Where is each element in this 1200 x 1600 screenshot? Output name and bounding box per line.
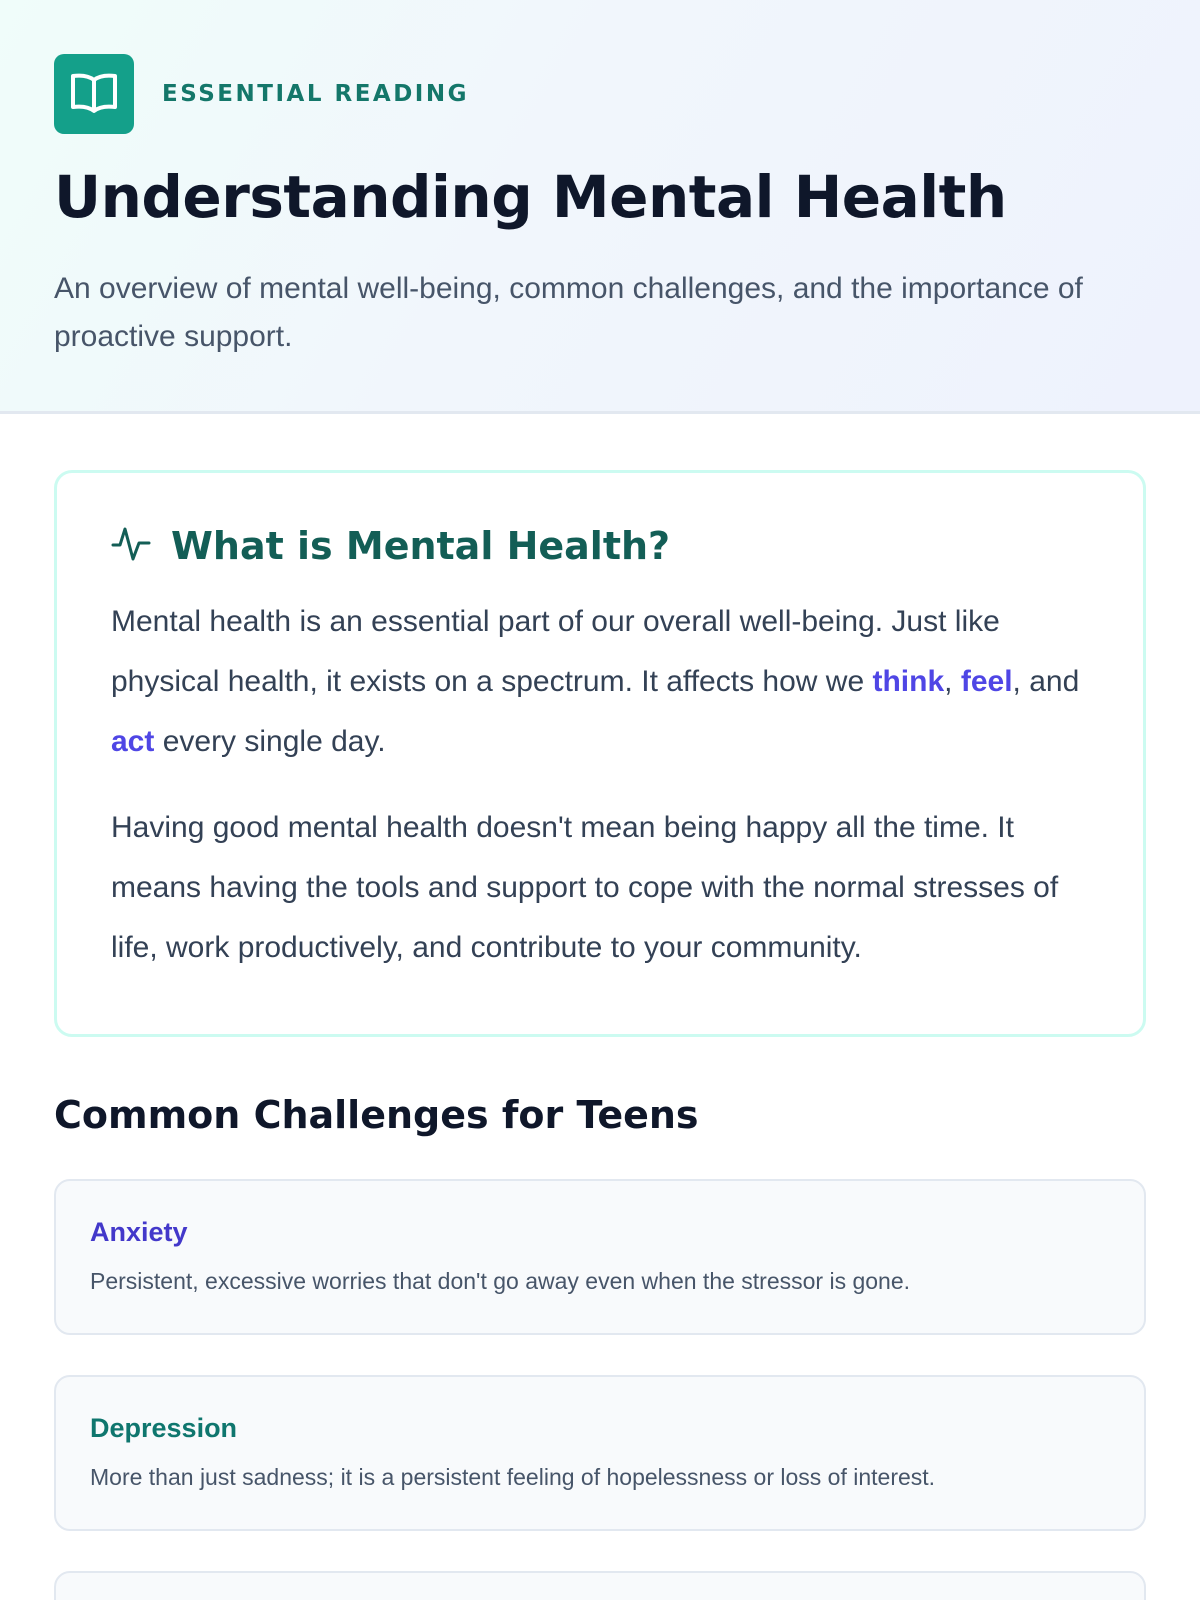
intro-p1-text: Mental health is an essential part of our overall well-being. Just like physical health, it exists on a spectrum. It affects how we [111,605,1000,698]
keyword-act: act [111,725,155,758]
page-title: Understanding Mental Health [54,163,1007,231]
challenge-description: More than just sadness; it is a persistent feeling of hopelessness or loss of interest. [90,1464,936,1490]
challenge-description: Persistent, excessive worries that don't go away even when the stressor is gone. [90,1268,911,1294]
challenge-title: Anxiety [90,1217,188,1247]
intro-paragraph-2: Having good mental health doesn't mean being happy all the time. It means having the tools and support to cope with the normal stresses of life, work productively, and contribute to your community. [111,811,1059,964]
challenge-title: Depression [90,1413,238,1443]
eyebrow-label: ESSENTIAL READING [162,81,469,107]
intro-heading: What is Mental Health? [171,523,671,568]
keyword-think: think [872,665,945,698]
keyword-feel: feel [960,665,1013,698]
challenge-card-partial [54,1571,1146,1600]
pulse-icon [111,523,151,568]
challenge-list [54,1179,1146,1600]
main-content [0,414,1200,1600]
intro-p1-sep2: , and [1012,665,1080,698]
challenge-card-depression [54,1375,1146,1531]
intro-paragraph-1 [111,592,1089,772]
challenge-card-anxiety [54,1179,1146,1335]
intro-heading-row [111,523,1089,568]
intro-card [54,470,1146,1037]
challenges-section-title: Common Challenges for Teens [54,1093,699,1137]
hero-header [0,0,1200,414]
eyebrow [54,54,1146,134]
page-subtitle: An overview of mental well-being, common challenges, and the importance of proactive support. [54,271,1083,353]
intro-p1-sep1: , [944,665,961,698]
book-open-icon [54,54,134,134]
intro-p1-end: every single day. [154,725,386,758]
